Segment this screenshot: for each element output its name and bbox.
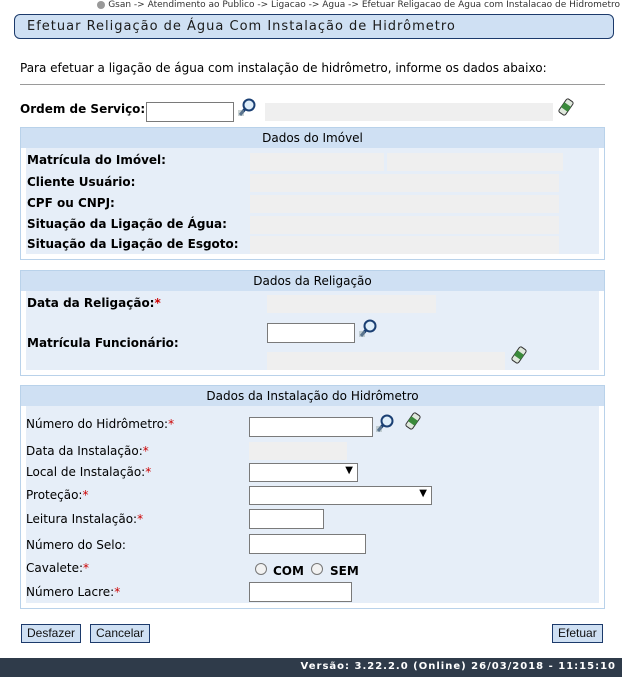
gear-icon: [97, 1, 105, 9]
data-instalacao-label: Data da Instalação:*: [26, 444, 149, 458]
funcionario-name-value: [267, 352, 505, 370]
numero-hidrometro-label: Número do Hidrômetro:*: [26, 417, 175, 431]
eraser-icon[interactable]: [509, 345, 529, 365]
local-instalacao-label: Local de Instalação:*: [26, 465, 152, 479]
matricula-funcionario-input[interactable]: [267, 323, 355, 343]
search-icon[interactable]: [376, 413, 396, 433]
cpf-cnpj-label: CPF ou CNPJ:: [27, 196, 115, 210]
matricula-imovel-value: [250, 153, 384, 171]
ordem-servico-description: [265, 103, 553, 121]
situacao-agua-label: Situação da Ligação de Água:: [27, 217, 227, 231]
chevron-down-icon: ▼: [419, 488, 427, 499]
ordem-servico-label: Ordem de Serviço:: [20, 102, 146, 116]
numero-selo-label: Número do Selo:: [26, 538, 126, 552]
ordem-servico-input[interactable]: [146, 102, 234, 122]
protecao-select[interactable]: [249, 486, 432, 505]
cavalete-com-label: COM: [273, 564, 304, 578]
eraser-icon[interactable]: [403, 411, 423, 431]
numero-selo-input[interactable]: [249, 534, 366, 554]
cavalete-sem-label: SEM: [330, 564, 359, 578]
data-instalacao-value: [249, 442, 347, 460]
imovel-section-heading: Dados do Imóvel: [21, 128, 604, 148]
numero-hidrometro-input[interactable]: [249, 417, 373, 437]
cancelar-button[interactable]: Cancelar: [90, 624, 150, 643]
version-footer: Versão: 3.22.2.0 (Online) 26/03/2018 - 11:15:10: [0, 658, 622, 677]
situacao-esgoto-value: [250, 236, 559, 254]
situacao-agua-value: [250, 216, 559, 234]
eraser-icon[interactable]: [556, 97, 576, 117]
cavalete-label: Cavalete:*: [26, 561, 90, 575]
search-icon[interactable]: [359, 318, 379, 338]
numero-lacre-label: Número Lacre:*: [26, 585, 121, 599]
leitura-instalacao-label: Leitura Instalação:*: [26, 512, 144, 526]
chevron-down-icon: ▼: [345, 465, 353, 476]
matricula-imovel-label: Matrícula do Imóvel:: [27, 153, 166, 167]
cpf-cnpj-value: [250, 195, 559, 213]
numero-lacre-input[interactable]: [249, 582, 352, 602]
matricula-imovel-extra: [387, 153, 563, 171]
data-religacao-label: Data da Religação:*: [27, 296, 161, 310]
leitura-instalacao-input[interactable]: [249, 509, 324, 529]
data-religacao-value: [267, 295, 436, 313]
cavalete-com-radio[interactable]: [255, 563, 267, 575]
cliente-usuario-label: Cliente Usuário:: [27, 175, 136, 189]
religacao-section-heading: Dados da Religação: [21, 271, 604, 291]
protecao-label: Proteção:*: [26, 488, 89, 502]
situacao-esgoto-label: Situação da Ligação de Esgoto:: [27, 237, 239, 251]
page-title: Efetuar Religação de Água Com Instalação de Hidrômetro: [14, 14, 614, 39]
cliente-usuario-value: [250, 174, 559, 192]
search-icon[interactable]: [238, 97, 258, 117]
matricula-funcionario-label: Matrícula Funcionário:: [27, 336, 179, 350]
cavalete-sem-radio[interactable]: [311, 563, 323, 575]
breadcrumb-text: Gsan -> Atendimento ao Publico -> Ligacao -> Agua -> Efetuar Religacao de Agua com Instalacao de Hidrometro: [108, 0, 620, 10]
efetuar-button[interactable]: Efetuar: [552, 624, 603, 643]
local-instalacao-select[interactable]: [249, 463, 358, 482]
instalacao-section-heading: Dados da Instalação do Hidrômetro: [21, 386, 604, 406]
desfazer-button[interactable]: Desfazer: [21, 624, 81, 643]
breadcrumb: [97, 0, 620, 10]
intro-text: Para efetuar a ligação de água com instalação de hidrômetro, informe os dados abaixo:: [20, 61, 547, 75]
divider: [20, 84, 605, 85]
